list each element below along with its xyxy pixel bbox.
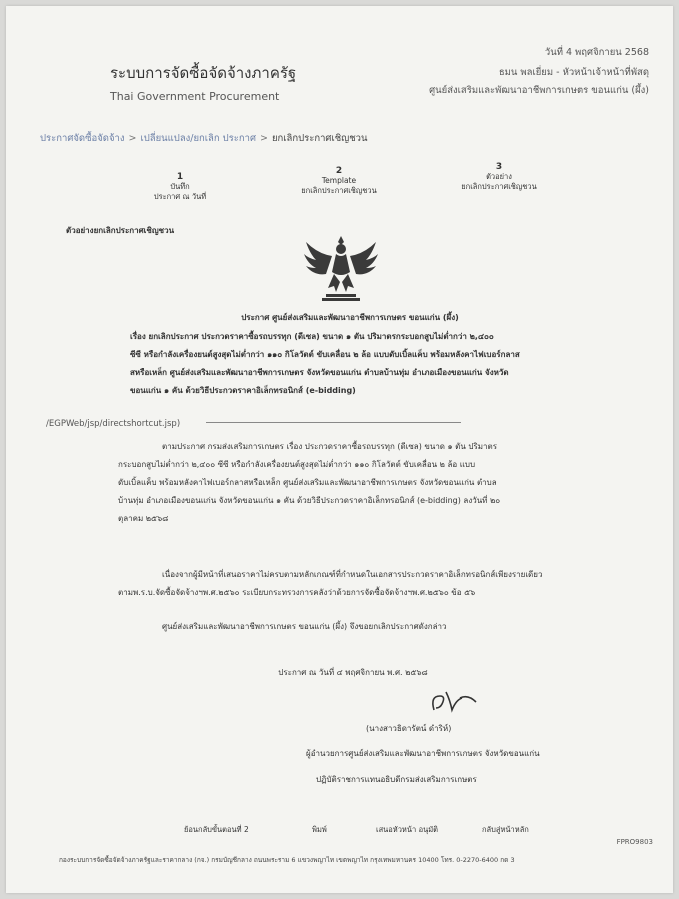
header-org: ศูนย์ส่งเสริมและพัฒนาอาชีพการเกษตร ขอนแก่น (ผึ้ง) xyxy=(429,85,649,96)
announcement-heading: ประกาศ ศูนย์ส่งเสริมและพัฒนาอาชีพการเกษตร ขอนแก่น (ผึ้ง) xyxy=(241,313,459,322)
example-title: ตัวอย่างยกเลิกประกาศเชิญชวน xyxy=(66,226,175,235)
signature-icon xyxy=(424,686,494,716)
propose-approve-button[interactable]: เสนอหัวหน้า อนุมัติ xyxy=(376,825,439,834)
header-date: วันที่ 4 พฤศจิกายน 2568 xyxy=(544,47,649,58)
form-code: FPRO9803 xyxy=(616,838,653,846)
home-button[interactable]: กลับสู่หน้าหลัก xyxy=(482,825,529,834)
back-step-2-button[interactable]: ย้อนกลับขั้นตอนที่ 2 xyxy=(184,825,249,834)
footer-text: กองระบบการจัดซื้อจัดจ้างภาครัฐและราคากลาง (กจ.) กรมบัญชีกลาง ถนนพระราม 6 แขวงพญาไท เขตพญาไท กรุงเทพมหานคร 10400 โทร. 0-2270-6400 กด 3 xyxy=(59,856,515,864)
system-title: ระบบการจัดซื้อจัดจ้างภาครัฐ xyxy=(110,64,297,82)
step-1[interactable]: 1 บันทึก ประกาศ ณ วันที่ xyxy=(153,172,207,201)
url-path-text: /EGPWeb/jsp/directshortcut.jsp) xyxy=(46,419,181,429)
print-button[interactable]: พิมพ์ xyxy=(312,825,327,834)
signer-role: ผู้อำนวยการศูนย์ส่งเสริมและพัฒนาอาชีพการเกษตร จังหวัดขอนแก่น xyxy=(306,749,540,758)
signer-name: (นางสาวธิดารัตน์ ดำริห์) xyxy=(366,724,452,733)
signer-acting-role: ปฏิบัติราชการแทนอธิบดีกรมส่งเสริมการเกษตร xyxy=(316,775,477,784)
header-user: ธมน พลเยี่ยม - หัวหน้าเจ้าหน้าที่พัสดุ xyxy=(498,67,649,78)
breadcrumb-procurement[interactable]: ประกาศจัดซื้อจัดจ้าง xyxy=(40,133,125,144)
body-paragraph-3: ศูนย์ส่งเสริมและพัฒนาอาชีพการเกษตร ขอนแก่น (ผึ้ง) จึงขอยกเลิกประกาศดังกล่าว xyxy=(162,622,447,631)
body-paragraph-1: ตามประกาศ กรมส่งเสริมการเกษตร เรื่อง ประกวดราคาซื้อรถบรรทุก (ดีเซล) ขนาด ๑ ตัน ปริมาตร กระบอกสูบไม่ต่ำกว่า ๒,๔๐๐ ซีซี หรือกำลังเครื่องยนต์สูงสุดไม่ต่ำกว่า ๑๑๐ กิโลวัตต์ ขับเคลื่อน ๒ ล้อ แบบ ดับเบิ้ลแค็บ พร้อมหลังคาไฟเบอร์กลาสหรือเหล็ก ศูนย์ส่งเสริมและพัฒนาอาชีพการเกษตร จังหวัดขอนแก่น ตำบล บ้านทุ่ม อำเภอเมืองขอนแก่น จังหวัดขอนแก่น ๑ คัน ด้วยวิธีประกวดราคาอิเล็กทรอนิกส์ (e-bidding) ลงวันที่ ๒๐ ตุลาคม ๒๕๖๘ xyxy=(118,442,501,523)
step-3[interactable]: 3 ตัวอย่าง ยกเลิกประกาศเชิญชวน xyxy=(461,162,537,191)
separator-line xyxy=(206,422,461,423)
announcement-subject: เรื่อง ยกเลิกประกาศ ประกวดราคาซื้อรถบรรทุก (ดีเซล) ขนาด ๑ ตัน ปริมาตรกระบอกสูบไม่ต่ำกว่า ๒,๔๐๐ ซีซี หรือกำลังเครื่องยนต์สูงสุดไม่ต่ำกว่า ๑๑๐ กิโลวัตต์ ขับเคลื่อน ๒ ล้อ แบบดับเบิ้ลแค็บ พร้อมหลังคาไฟเบอร์กลาส สหรือเหล็ก ศูนย์ส่งเสริมและพัฒนาอาชีพการเกษตร จังหวัดขอนแก่น ตำบลบ้านทุ่ม อำเภอเมืองขอนแก่น จังหวัด ขอนแก่น ๑ คัน ด้วยวิธีประกวดราคาอิเล็กทรอนิกส์ (e-bidding) xyxy=(130,332,520,395)
document-page xyxy=(6,6,673,893)
announced-date: ประกาศ ณ วันที่ ๔ พฤศจิกายน พ.ศ. ๒๕๖๘ xyxy=(278,668,428,677)
breadcrumb-change-cancel[interactable]: เปลี่ยนแปลง/ยกเลิก ประกาศ xyxy=(140,133,256,144)
system-subtitle: Thai Government Procurement xyxy=(110,90,280,103)
breadcrumb: ประกาศจัดซื้อจัดจ้าง > เปลี่ยนแปลง/ยกเลิก ประกาศ > ยกเลิกประกาศเชิญชวน xyxy=(40,133,368,144)
breadcrumb-current: ยกเลิกประกาศเชิญชวน xyxy=(271,133,368,144)
garuda-emblem-icon xyxy=(302,234,380,304)
body-paragraph-2: เนื่องจากผู้มีหน้าที่เสนอราคาไม่ครบตามหลักเกณฑ์ที่กำหนดในเอกสารประกวดราคาอิเล็กทรอนิกส์เพียงรายเดียว ตามพ.ร.บ.จัดซื้อจัดจ้างฯพ.ศ.๒๕๖๐ ระเบียบกระทรวงการคลังว่าด้วยการจัดซื้อจัดจ้างฯพ.ศ.๒๕๖๐ ข้อ ๕๖ xyxy=(118,570,543,597)
step-2[interactable]: 2 Template ยกเลิกประกาศเชิญชวน xyxy=(301,166,377,195)
